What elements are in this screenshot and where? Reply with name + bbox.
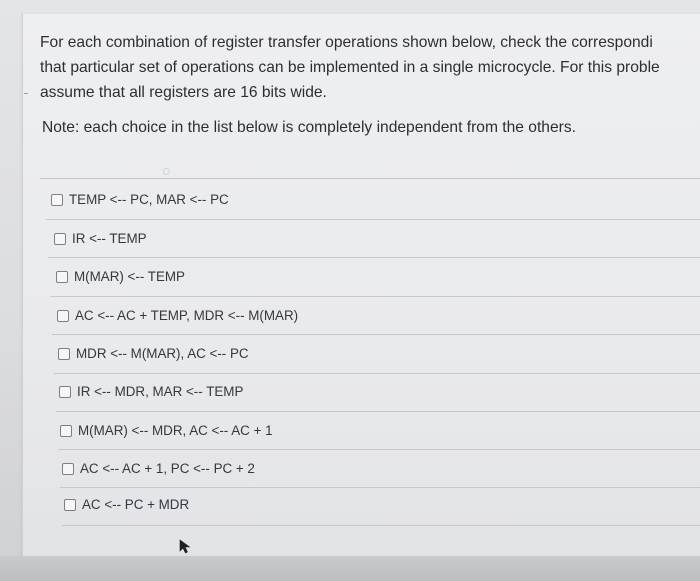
divider: [54, 373, 700, 374]
option-9-checkbox[interactable]: [64, 499, 76, 511]
option-3-checkbox[interactable]: [56, 271, 68, 283]
option-6-label: IR <-- MDR, MAR <-- TEMP: [77, 384, 244, 399]
option-1-checkbox[interactable]: [51, 194, 63, 206]
option-5-label: MDR <-- M(MAR), AC <-- PC: [76, 346, 249, 361]
divider: [40, 178, 700, 179]
option-2-label: IR <-- TEMP: [72, 231, 147, 246]
option-6[interactable]: [59, 384, 243, 399]
option-4-checkbox[interactable]: [57, 310, 69, 322]
option-7-label: M(MAR) <-- MDR, AC <-- AC + 1: [78, 423, 273, 438]
option-3-label: M(MAR) <-- TEMP: [74, 269, 185, 284]
option-8-label: AC <-- AC + 1, PC <-- PC + 2: [80, 461, 255, 476]
question-text: [40, 30, 700, 105]
option-1-label: TEMP <-- PC, MAR <-- PC: [69, 192, 229, 207]
option-4-label: AC <-- AC + TEMP, MDR <-- M(MAR): [75, 308, 299, 323]
divider: [52, 334, 700, 335]
option-2-checkbox[interactable]: [54, 233, 66, 245]
question-line-1: For each combination of register transfer operations shown below, check the correspondi: [40, 34, 653, 51]
divider: [46, 219, 700, 220]
option-3[interactable]: [56, 269, 185, 284]
stray-mark: [163, 168, 170, 175]
option-5-checkbox[interactable]: [58, 348, 70, 360]
question-line-3: assume that all registers are 16 bits wide.: [40, 84, 327, 101]
question-line-2: that particular set of operations can be implemented in a single microcycle. For this proble: [40, 59, 660, 76]
divider: [58, 449, 700, 450]
divider: [50, 296, 700, 297]
option-9[interactable]: [64, 497, 189, 512]
bottom-shadow: [0, 556, 700, 581]
question-note: Note: each choice in the list below is completely independent from the others.: [42, 119, 576, 136]
option-1[interactable]: [51, 192, 229, 207]
option-4[interactable]: [57, 308, 298, 323]
option-8[interactable]: [62, 461, 255, 476]
option-9-label: AC <-- PC + MDR: [82, 497, 190, 512]
mouse-pointer-icon: [178, 539, 194, 555]
divider: [48, 257, 700, 258]
margin-mark: [24, 93, 28, 94]
divider: [60, 487, 700, 488]
option-8-checkbox[interactable]: [62, 463, 74, 475]
option-2[interactable]: [54, 231, 147, 246]
divider: [56, 411, 700, 412]
divider: [62, 525, 700, 526]
option-6-checkbox[interactable]: [59, 386, 71, 398]
option-5[interactable]: [58, 346, 249, 361]
option-7[interactable]: [60, 423, 273, 438]
option-7-checkbox[interactable]: [60, 425, 72, 437]
